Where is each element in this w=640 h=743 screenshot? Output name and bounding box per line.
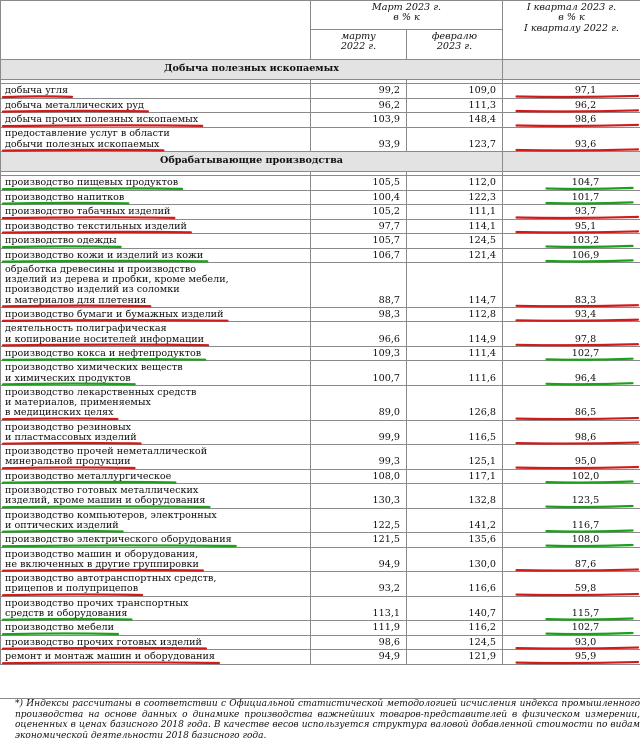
table-row: [1, 307, 640, 322]
row-value-march: 99,2: [311, 84, 407, 99]
row-value-feb: 111,6: [407, 361, 503, 386]
row-value-q1: 83,3: [503, 263, 640, 308]
row-value-march: 105,7: [311, 234, 407, 249]
header-march-group: [311, 1, 503, 30]
table-row: [1, 234, 640, 249]
row-name: производство компьютеров, электронных и оптических изделий: [1, 508, 311, 533]
table-row: [1, 385, 640, 420]
table-row: [1, 176, 640, 191]
table-row: [1, 84, 640, 99]
row-value-q1: 93,0: [503, 635, 640, 650]
row-value-march: 99,3: [311, 445, 407, 470]
row-value-q1: 101,7: [503, 190, 640, 205]
row-name: производство мебели: [1, 621, 311, 636]
row-value-q1: 95,9: [503, 650, 640, 665]
row-value-feb: 109,0: [407, 84, 503, 99]
row-name: производство табачных изделий: [1, 205, 311, 220]
row-value-q1: 98,6: [503, 420, 640, 445]
footnote: [0, 698, 640, 743]
row-value-feb: 148,4: [407, 113, 503, 128]
row-value-q1: 96,4: [503, 361, 640, 386]
row-name: производство прочих готовых изделий: [1, 635, 311, 650]
table-row: [1, 219, 640, 234]
row-value-q1: 116,7: [503, 508, 640, 533]
row-value-q1: 104,7: [503, 176, 640, 191]
row-value-march: 94,9: [311, 547, 407, 572]
row-value-feb: 124,5: [407, 635, 503, 650]
row-value-march: 100,7: [311, 361, 407, 386]
table-row: [1, 469, 640, 484]
row-name: производство пищевых продуктов: [1, 176, 311, 191]
row-value-q1: 93,4: [503, 307, 640, 322]
row-value-march: 94,9: [311, 650, 407, 665]
row-value-feb: 114,7: [407, 263, 503, 308]
table-row: [1, 596, 640, 621]
row-name: производство электрического оборудования: [1, 533, 311, 548]
row-value-feb: 116,2: [407, 621, 503, 636]
row-value-feb: 130,0: [407, 547, 503, 572]
table-row: [1, 547, 640, 572]
row-value-march: 111,9: [311, 621, 407, 636]
row-value-q1: 102,0: [503, 469, 640, 484]
row-value-q1: 87,6: [503, 547, 640, 572]
row-value-q1: 102,7: [503, 621, 640, 636]
row-value-feb: 116,6: [407, 572, 503, 597]
footnote-text: *) Индексы рассчитаны в соответствии с Официальной статистической методологией исчисления индекса промышленного производства на основе данных о динамике производства важнейших товаров-представителей в физическом измерении, оцененных в ценах базисного 2018 года. В качестве весов используется структура валовой добавленной стоимости по видам экономической деятельности 2018 базисного года.: [15, 699, 640, 741]
row-value-march: 99,9: [311, 420, 407, 445]
row-value-feb: 124,5: [407, 234, 503, 249]
row-name: производство напитков: [1, 190, 311, 205]
row-value-march: 89,0: [311, 385, 407, 420]
row-name: добыча прочих полезных ископаемых: [1, 113, 311, 128]
row-value-march: 96,2: [311, 98, 407, 113]
header-march-line2: в % к: [393, 12, 420, 24]
row-value-march: 108,0: [311, 469, 407, 484]
row-name: производство кокса и нефтепродуктов: [1, 346, 311, 361]
row-value-feb: 141,2: [407, 508, 503, 533]
section-title: Добыча полезных ископаемых: [1, 60, 503, 80]
row-value-feb: 123,7: [407, 127, 503, 152]
row-value-q1: 96,2: [503, 98, 640, 113]
table-row: [1, 650, 640, 665]
row-value-march: 122,5: [311, 508, 407, 533]
row-value-march: 105,5: [311, 176, 407, 191]
header-march-line1: Март 2023 г.: [371, 2, 442, 13]
row-value-q1: 98,6: [503, 113, 640, 128]
row-value-q1: 97,8: [503, 322, 640, 347]
row-value-q1: 108,0: [503, 533, 640, 548]
row-value-feb: 122,3: [407, 190, 503, 205]
header-sub-march: марту 2022 г.: [311, 30, 407, 60]
row-name: добыча угля: [1, 84, 311, 99]
row-value-q1: 93,7: [503, 205, 640, 220]
row-value-march: 97,7: [311, 219, 407, 234]
row-value-march: 121,5: [311, 533, 407, 548]
table-row: [1, 533, 640, 548]
row-value-feb: 111,3: [407, 98, 503, 113]
header-q1-line2: в % к: [558, 12, 585, 24]
row-name: добыча металлических руд: [1, 98, 311, 113]
header-blank-cell: [1, 1, 311, 60]
row-name: производство готовых металлических изделий, кроме машин и оборудования: [1, 484, 311, 509]
row-value-march: 98,3: [311, 307, 407, 322]
row-value-march: 103,9: [311, 113, 407, 128]
row-name: производство автотранспортных средств, прицепов и полуприцепов: [1, 572, 311, 597]
row-value-feb: 125,1: [407, 445, 503, 470]
row-name: деятельность полиграфическая и копирование носителей информации: [1, 322, 311, 347]
table-row: [1, 572, 640, 597]
row-value-q1: 102,7: [503, 346, 640, 361]
row-value-march: 105,2: [311, 205, 407, 220]
row-value-q1: 95,1: [503, 219, 640, 234]
row-value-feb: 112,0: [407, 176, 503, 191]
row-name: производство резиновых и пластмассовых изделий: [1, 420, 311, 445]
row-name: производство лекарственных средств и материалов, применяемых в медицинских целях: [1, 385, 311, 420]
header-sub-feb: февралю 2023 г.: [407, 30, 503, 60]
row-name: производство металлургическое: [1, 469, 311, 484]
row-value-march: 130,3: [311, 484, 407, 509]
row-value-q1: 95,0: [503, 445, 640, 470]
row-name: производство одежды: [1, 234, 311, 249]
table-row: [1, 248, 640, 263]
table-row: [1, 322, 640, 347]
header-q1-line1: I квартал 2023 г.: [526, 2, 617, 13]
row-value-march: 113,1: [311, 596, 407, 621]
table-body: [1, 60, 640, 665]
row-name: обработка древесины и производство изделий из дерева и пробки, кроме мебели, производство изделий из соломки и материалов для плетения: [1, 263, 311, 308]
table-row: [1, 621, 640, 636]
row-value-march: 93,9: [311, 127, 407, 152]
row-value-q1: 123,5: [503, 484, 640, 509]
row-name: производство химических веществ и химических продуктов: [1, 361, 311, 386]
row-value-q1: 59,8: [503, 572, 640, 597]
table-row: [1, 361, 640, 386]
table-row: [1, 263, 640, 308]
row-value-march: 93,2: [311, 572, 407, 597]
row-name: предоставление услуг в области добычи полезных ископаемых: [1, 127, 311, 152]
section-q1-blank: [503, 152, 640, 172]
table-row: [1, 346, 640, 361]
row-value-q1: 115,7: [503, 596, 640, 621]
section-header-row: [1, 60, 640, 80]
row-value-feb: 114,1: [407, 219, 503, 234]
row-value-feb: 132,8: [407, 484, 503, 509]
row-value-feb: 114,9: [407, 322, 503, 347]
header-q1-group: [503, 1, 640, 60]
row-name: производство прочих транспортных средств и оборудования: [1, 596, 311, 621]
header-q1-line3: I кварталу 2022 г.: [524, 22, 619, 34]
table-row: [1, 508, 640, 533]
row-name: производство прочей неметаллической минеральной продукции: [1, 445, 311, 470]
table-row: [1, 484, 640, 509]
row-value-feb: 112,8: [407, 307, 503, 322]
row-name: производство кожи и изделий из кожи: [1, 248, 311, 263]
row-value-march: 88,7: [311, 263, 407, 308]
section-q1-blank: [503, 60, 640, 80]
row-value-march: 106,7: [311, 248, 407, 263]
row-value-march: 96,6: [311, 322, 407, 347]
row-value-feb: 126,8: [407, 385, 503, 420]
row-value-march: 98,6: [311, 635, 407, 650]
row-value-q1: 93,6: [503, 127, 640, 152]
table-row: [1, 127, 640, 152]
row-value-feb: 121,4: [407, 248, 503, 263]
row-value-q1: 106,9: [503, 248, 640, 263]
section-title: Обрабатывающие производства: [1, 152, 503, 172]
row-value-q1: 86,5: [503, 385, 640, 420]
row-value-march: 100,4: [311, 190, 407, 205]
table-row: [1, 420, 640, 445]
table-row: [1, 445, 640, 470]
row-value-q1: 103,2: [503, 234, 640, 249]
row-value-q1: 97,1: [503, 84, 640, 99]
section-header-row: [1, 152, 640, 172]
row-value-march: 109,3: [311, 346, 407, 361]
table-row: [1, 190, 640, 205]
table-row: [1, 98, 640, 113]
table-row: [1, 205, 640, 220]
table-row: [1, 113, 640, 128]
row-value-feb: 121,9: [407, 650, 503, 665]
row-name: производство машин и оборудования, не включенных в другие группировки: [1, 547, 311, 572]
row-value-feb: 116,5: [407, 420, 503, 445]
row-name: производство текстильных изделий: [1, 219, 311, 234]
row-value-feb: 111,4: [407, 346, 503, 361]
row-value-feb: 140,7: [407, 596, 503, 621]
row-value-feb: 135,6: [407, 533, 503, 548]
row-name: производство бумаги и бумажных изделий: [1, 307, 311, 322]
row-value-feb: 117,1: [407, 469, 503, 484]
row-value-feb: 111,1: [407, 205, 503, 220]
row-name: ремонт и монтаж машин и оборудования: [1, 650, 311, 665]
table-row: [1, 635, 640, 650]
